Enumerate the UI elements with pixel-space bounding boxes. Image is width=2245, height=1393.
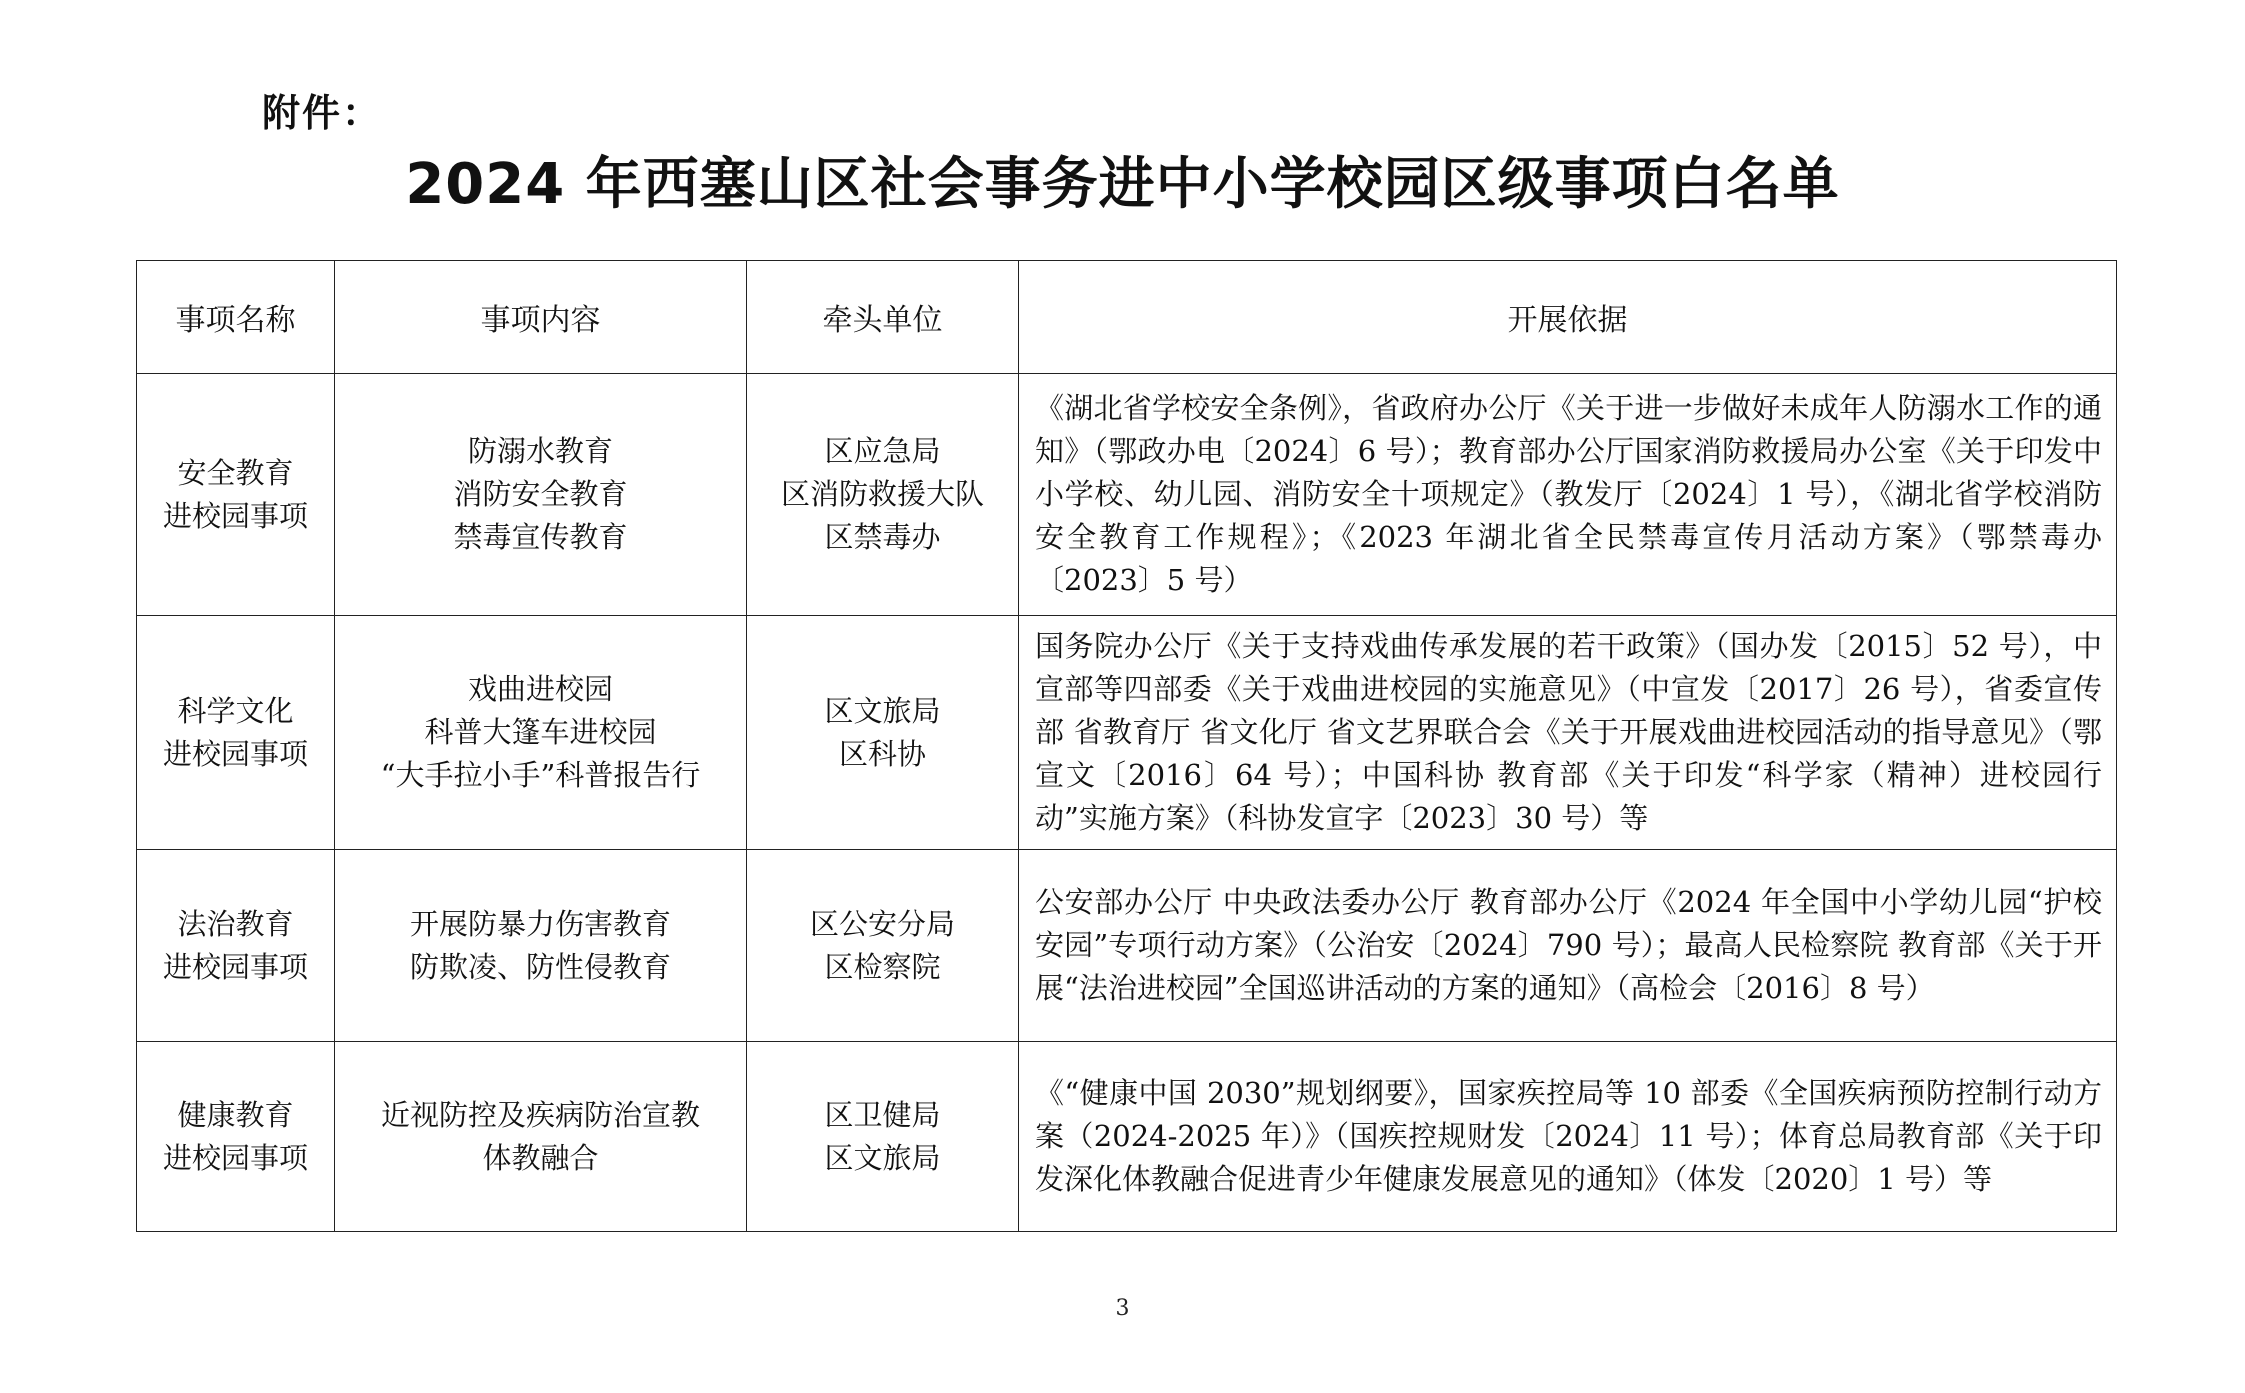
item-name-line: 进校园事项 [162, 1140, 308, 1175]
item-content-line: 禁毒宣传教育 [453, 520, 628, 554]
item-name-cell [137, 616, 335, 850]
lead-unit-line: 区科协 [838, 736, 926, 771]
lead-unit-line: 区禁毒办 [824, 520, 941, 554]
basis-cell: 公安部办公厅 中央政法委办公厅 教育部办公厅《2024 年全国中小学幼儿园“护校安园”专项行动方案》（公治安〔2024〕790 号）；最高人民检察院 教育部《关于开展“法治进校园”全国巡讲活动的方案的通知》（高检会〔2016〕8 号） [1019, 850, 2117, 1042]
item-name-cell [137, 1042, 335, 1232]
table-row [137, 850, 2117, 1042]
item-content-line: 开展防暴力伤害教育 [409, 906, 671, 941]
basis-cell: 国务院办公厅《关于支持戏曲传承发展的若干政策》（国办发〔2015〕52 号），中宣部等四部委《关于戏曲进校园的实施意见》（中宣发〔2017〕26 号），省委宣传部 省教育厅 省文化厅 省文艺界联合会《关于开展戏曲进校园活动的指导意见》（鄂宣文〔2016〕64 号）；中国科协 教育部《关于印发“科学家（精神）进校园行动”实施方案》（科协发宣字〔2023〕30 号）等 [1019, 616, 2117, 850]
whitelist-table [136, 260, 2117, 1232]
item-name-cell [137, 850, 335, 1042]
item-content-cell [335, 850, 747, 1042]
item-name-line: 健康教育 [177, 1097, 294, 1132]
header-item-content: 事项内容 [335, 261, 747, 374]
item-content-line: 戏曲进校园 [467, 672, 613, 706]
item-content-line: 防溺水教育 [467, 434, 613, 468]
lead-unit-cell [747, 616, 1019, 850]
basis-cell: 《湖北省学校安全条例》，省政府办公厅《关于进一步做好未成年人防溺水工作的通知》（鄂政办电〔2024〕6 号）；教育部办公厅国家消防救援局办公室《关于印发中小学校、幼儿园、消防安全十项规定》（教发厅〔2024〕1 号），《湖北省学校消防安全教育工作规程》；《2023 年湖北省全民禁毒宣传月活动方案》（鄂禁毒办〔2023〕5 号） [1019, 374, 2117, 616]
item-content-cell [335, 374, 747, 616]
lead-unit-line: 区检察院 [824, 949, 941, 984]
item-content-cell [335, 1042, 747, 1232]
item-content-line: 体教融合 [482, 1140, 599, 1175]
lead-unit-line: 区消防救援大队 [780, 477, 984, 511]
table-header-row [137, 261, 2117, 374]
lead-unit-line: 区文旅局 [824, 1140, 941, 1175]
item-name-line: 法治教育 [177, 906, 294, 941]
item-name-cell [137, 374, 335, 616]
header-item-name: 事项名称 [137, 261, 335, 374]
item-name-line: 进校园事项 [162, 736, 308, 771]
item-content-line: 消防安全教育 [453, 477, 628, 511]
header-lead-unit: 牵头单位 [747, 261, 1019, 374]
item-content-line: “大手拉小手”科普报告行 [380, 758, 701, 792]
lead-unit-cell [747, 1042, 1019, 1232]
item-content-cell [335, 616, 747, 850]
item-name-line: 进校园事项 [162, 949, 308, 984]
table-row [137, 374, 2117, 616]
item-name-line: 安全教育 [177, 455, 294, 490]
lead-unit-line: 区文旅局 [824, 693, 941, 728]
lead-unit-line: 区应急局 [824, 434, 941, 468]
attachment-label: 附件： [262, 91, 383, 135]
lead-unit-cell [747, 850, 1019, 1042]
basis-cell: 《“健康中国 2030”规划纲要》，国家疾控局等 10 部委《全国疾病预防控制行动方案（2024-2025 年）》（国疾控规财发〔2024〕11 号）；体育总局教育部《关于印发深化体教融合促进青少年健康发展意见的通知》（体发〔2020〕1 号）等 [1019, 1042, 2117, 1232]
lead-unit-line: 区公安分局 [809, 906, 955, 941]
item-content-line: 近视防控及疾病防治宣教 [380, 1097, 700, 1132]
table-row [137, 616, 2117, 850]
lead-unit-cell [747, 374, 1019, 616]
item-name-line: 进校园事项 [162, 498, 308, 533]
item-content-line: 防欺凌、防性侵教育 [409, 949, 671, 984]
lead-unit-line: 区卫健局 [824, 1097, 941, 1132]
item-name-line: 科学文化 [177, 693, 294, 728]
page-number: 3 [1115, 1296, 1130, 1321]
header-basis: 开展依据 [1019, 261, 2117, 374]
item-content-line: 科普大篷车进校园 [424, 715, 657, 749]
table-row [137, 1042, 2117, 1232]
page-title: 2024 年西塞山区社会事务进中小学校园区级事项白名单 [405, 152, 1840, 217]
